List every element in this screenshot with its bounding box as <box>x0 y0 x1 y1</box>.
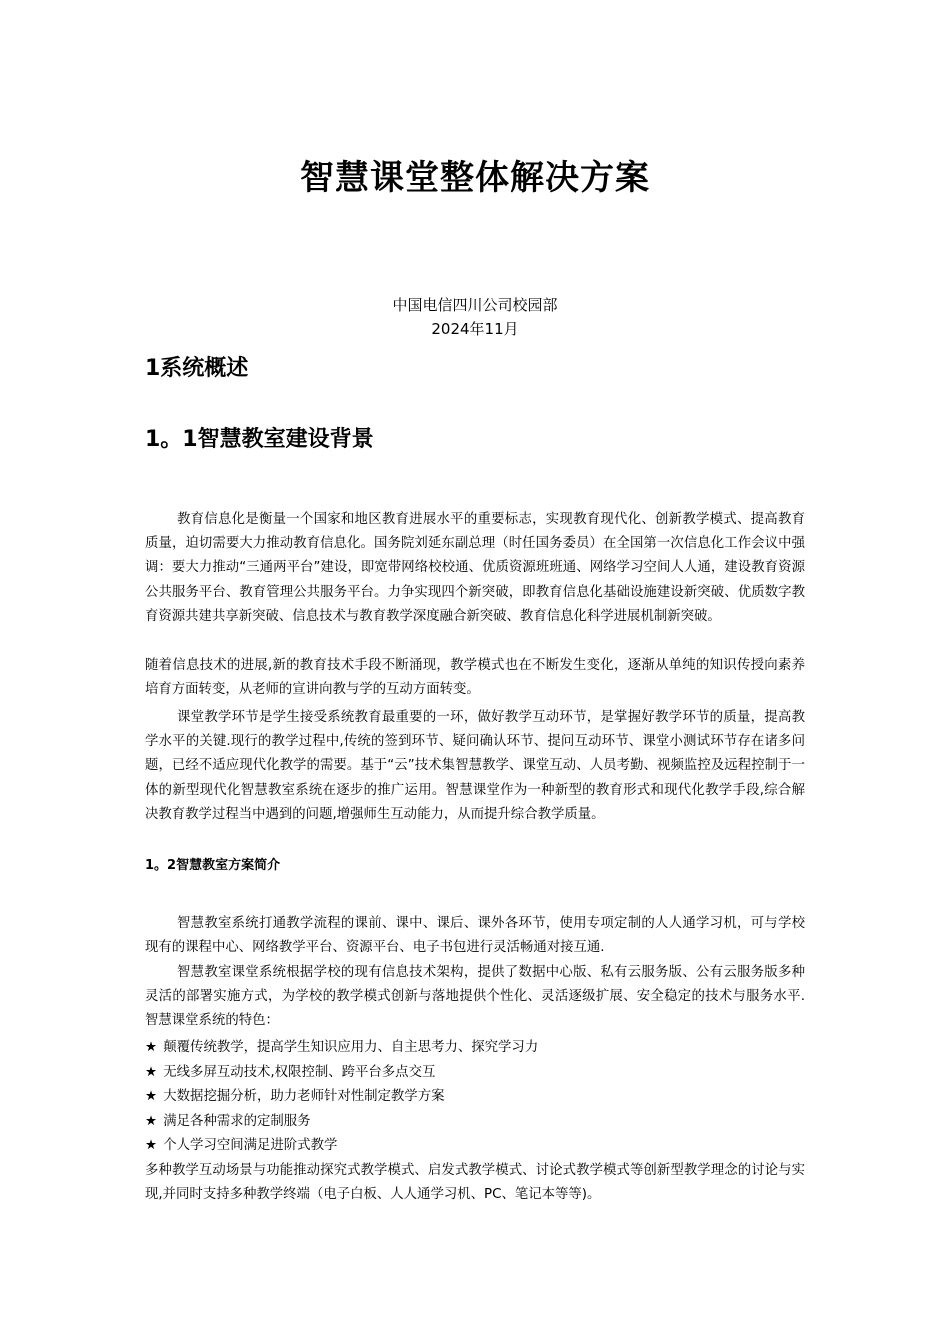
feature-text: 无线多屏互动技术,权限控制、跨平台多点交互 <box>163 1064 436 1080</box>
star-icon: ★ <box>145 1089 158 1105</box>
list-item <box>145 1085 805 1110</box>
paragraph: 智慧教室课堂系统根据学校的现有信息技术架构，提供了数据中心版、私有云服务版、公有云服务版多种灵活的部署实施方式，为学校的教学模式创新与落地提供个性化、灵活逐级扩展、安全稳定的技术与服务水平.智慧课堂系统的特色： <box>145 965 805 1029</box>
star-icon: ★ <box>145 1040 158 1055</box>
section-heading-1: 1系统概述 <box>145 356 249 381</box>
section-heading-1-1: 1。1智慧教室建设背景 <box>145 427 374 452</box>
star-icon: ★ <box>145 1064 158 1080</box>
feature-text: 个人学习空间满足进阶式教学 <box>163 1138 338 1154</box>
paragraph: 教育信息化是衡量一个国家和地区教育进展水平的重要标志，实现教育现代化、创新教学模式、提高教育质量，迫切需要大力推动教育信息化。国务院刘延东副总理（时任国务委员）在全国第一次信息化工作会议中强调：要大力推动“三通两平台”建设，即宽带网络校校通、优质资源班班通、网络学习空间人人通，建设教育资源公共服务平台、教育管理公共服务平台。力争实现四个新突破，即教育信息化基础设施建设新突破、优质数字教育资源共建共享新突破、信息技术与教育教学深度融合新突破、教育信息化科学进展机制新突破。 <box>145 512 805 624</box>
feature-text: 大数据挖掘分析，助力老师针对性制定教学方案 <box>163 1089 445 1105</box>
document-date: 2024年11月 <box>431 320 519 338</box>
star-icon: ★ <box>145 1113 158 1129</box>
list-item <box>145 1110 805 1135</box>
feature-list <box>145 1036 805 1159</box>
paragraph: 多种教学互动场景与功能推动探究式教学模式、启发式教学模式、讨论式教学模式等创新型教学理念的讨论与实现,并同时支持多种教学终端（电子白板、人人通学习机、PC、笔记本等等)。 <box>145 1163 805 1203</box>
paragraph: 智慧教室系统打通教学流程的课前、课中、课后、课外各环节，使用专项定制的人人通学习机，可与学校现有的课程中心、网络教学平台、资源平台、电子书包进行灵活畅通对接互通. <box>145 916 805 956</box>
star-icon: ★ <box>145 1138 158 1154</box>
list-item <box>145 1061 805 1086</box>
list-item <box>145 1134 805 1159</box>
paragraph: 课堂教学环节是学生接受系统教育最重要的一环，做好教学互动环节，是掌握好教学环节的质量，提高教学水平的关键.现行的教学过程中,传统的签到环节、疑问确认环节、提问互动环节、课堂小测试环节存在诸多问题，已经不适应现代化教学的需要。基于“云”技术集智慧教学、课堂互动、人员考勤、视频监控及远程控制于一体的新型现代化智慧教室系统在逐步的推广运用。智慧课堂作为一种新型的教育形式和现代化教学手段,综合解决教育教学过程当中遇到的问题,增强师生互动能力，从而提升综合教学质量。 <box>145 710 805 822</box>
list-item <box>145 1036 805 1061</box>
document-title: 智慧课堂整体解决方案 <box>300 158 650 198</box>
section-heading-1-2: 1。2智慧教室方案简介 <box>145 858 281 873</box>
paragraph: 随着信息技术的进展,新的教育技术手段不断涌现，教学模式也在不断发生变化，逐渐从单纯的知识传授向素养培育方面转变，从老师的宣讲向教与学的互动方面转变。 <box>145 658 805 698</box>
feature-text: 满足各种需求的定制服务 <box>163 1113 311 1129</box>
organization: 中国电信四川公司校园部 <box>392 296 558 314</box>
feature-text: 颠覆传统教学，提高学生知识应用力、自主思考力、探究学习力 <box>163 1040 539 1055</box>
